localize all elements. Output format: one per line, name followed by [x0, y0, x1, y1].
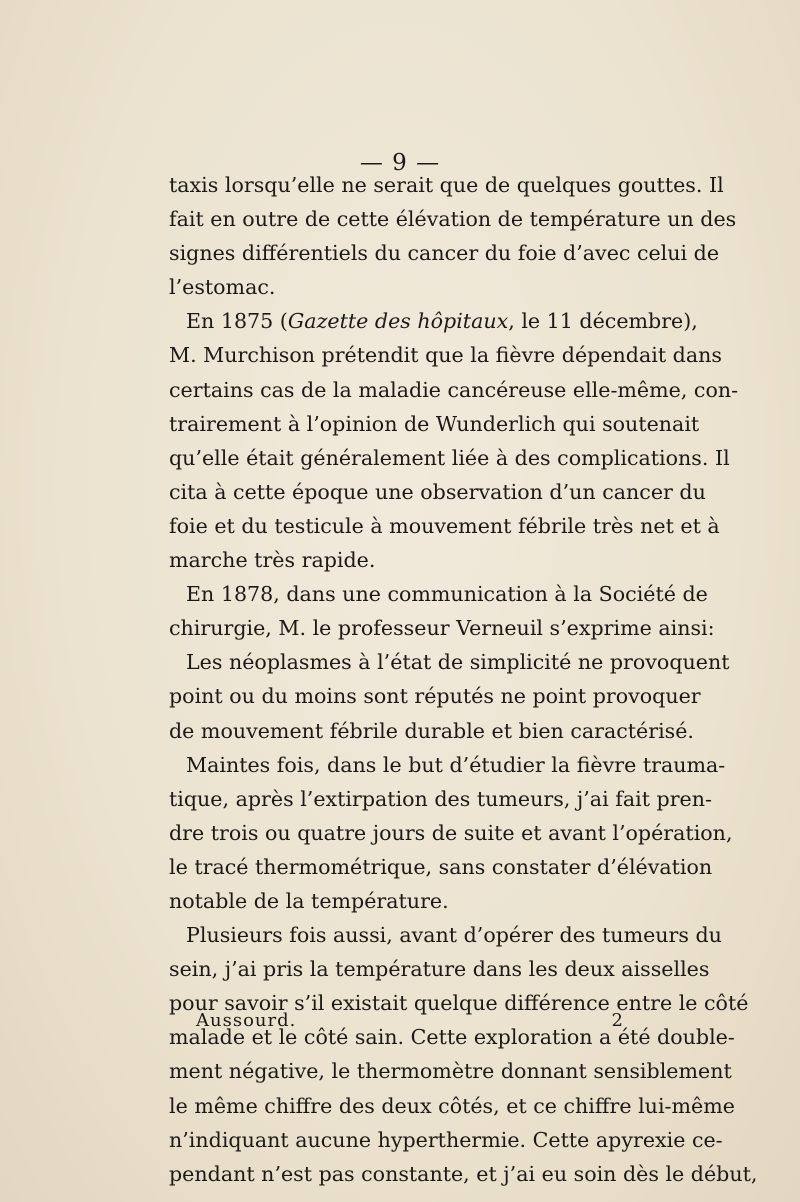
citation-italic: Gazette des hôpitaux: [287, 309, 509, 334]
text-line: pendant n’est pas constante, et j’ai eu soin dès le début,: [169, 1161, 758, 1186]
text-line: qu’elle était généralement liée à des complications. Il: [169, 445, 730, 470]
text-line: Les néoplasmes à l’état de simplicité ne provoquent: [186, 650, 730, 675]
text-line: dre trois ou quatre jours de suite et avant l’opération,: [169, 820, 733, 845]
text-line: marche très rapide.: [169, 548, 376, 573]
text-line: fait en outre de cette élévation de température un des: [169, 207, 737, 232]
text-line: point ou du moins sont réputés ne point provoquer: [169, 684, 701, 709]
text-line: sein, j’ai pris la température dans les deux aisselles: [169, 957, 710, 982]
text-line: malade et le côté sain. Cette exploration a été double-: [169, 1025, 735, 1050]
signature-author: Aussourd.: [196, 1010, 297, 1031]
text-line: trairement à l’opinion de Wunderlich qui soutenait: [169, 411, 700, 436]
text-line: tique, après l’extirpation des tumeurs, j’ai fait pren-: [169, 786, 712, 811]
text-line: cita à cette époque une observation d’un cancer du: [169, 479, 706, 504]
signature-number: 2: [611, 1010, 624, 1031]
text-line: ment négative, le thermomètre donnant sensiblement: [169, 1059, 732, 1084]
text-line: certains cas de la maladie cancéreuse elle-même, con-: [169, 377, 739, 402]
text-line: pour savoir s’il existait quelque différence entre le côté: [169, 991, 749, 1016]
text-line: de mouvement fébrile durable et bien caractérisé.: [169, 718, 694, 743]
text-line: En 1878, dans une communication à la Société de: [186, 582, 708, 607]
text-line: le même chiffre des deux côtés, et ce chiffre lui-même: [169, 1093, 735, 1118]
citation-prefix: En 1875 (: [186, 309, 288, 334]
body-text: [169, 168, 758, 1191]
page-number: — 9 —: [359, 150, 441, 176]
text-line: chirurgie, M. le professeur Verneuil s’exprime ainsi:: [169, 616, 715, 641]
text-line: Maintes fois, dans le but d’étudier la fièvre trauma-: [186, 752, 726, 777]
text-line-with-citation: [169, 304, 698, 338]
text-line: Plusieurs fois aussi, avant d’opérer des tumeurs du: [186, 923, 722, 948]
citation-suffix: , le 11 décembre),: [508, 309, 698, 334]
text-line: l’estomac.: [169, 275, 276, 300]
text-line: signes différentiels du cancer du foie d’avec celui de: [169, 241, 720, 266]
text-line: n’indiquant aucune hyperthermie. Cette apyrexie ce-: [169, 1127, 723, 1152]
text-line: le tracé thermométrique, sans constater d’élévation: [169, 854, 713, 879]
text-line: taxis lorsqu’elle ne serait que de quelques gouttes. Il: [169, 173, 724, 197]
text-line: M. Murchison prétendit que la fièvre dépendait dans: [169, 343, 722, 368]
text-line: foie et du testicule à mouvement fébrile très net et à: [169, 513, 720, 538]
text-line: notable de la température.: [169, 888, 449, 913]
